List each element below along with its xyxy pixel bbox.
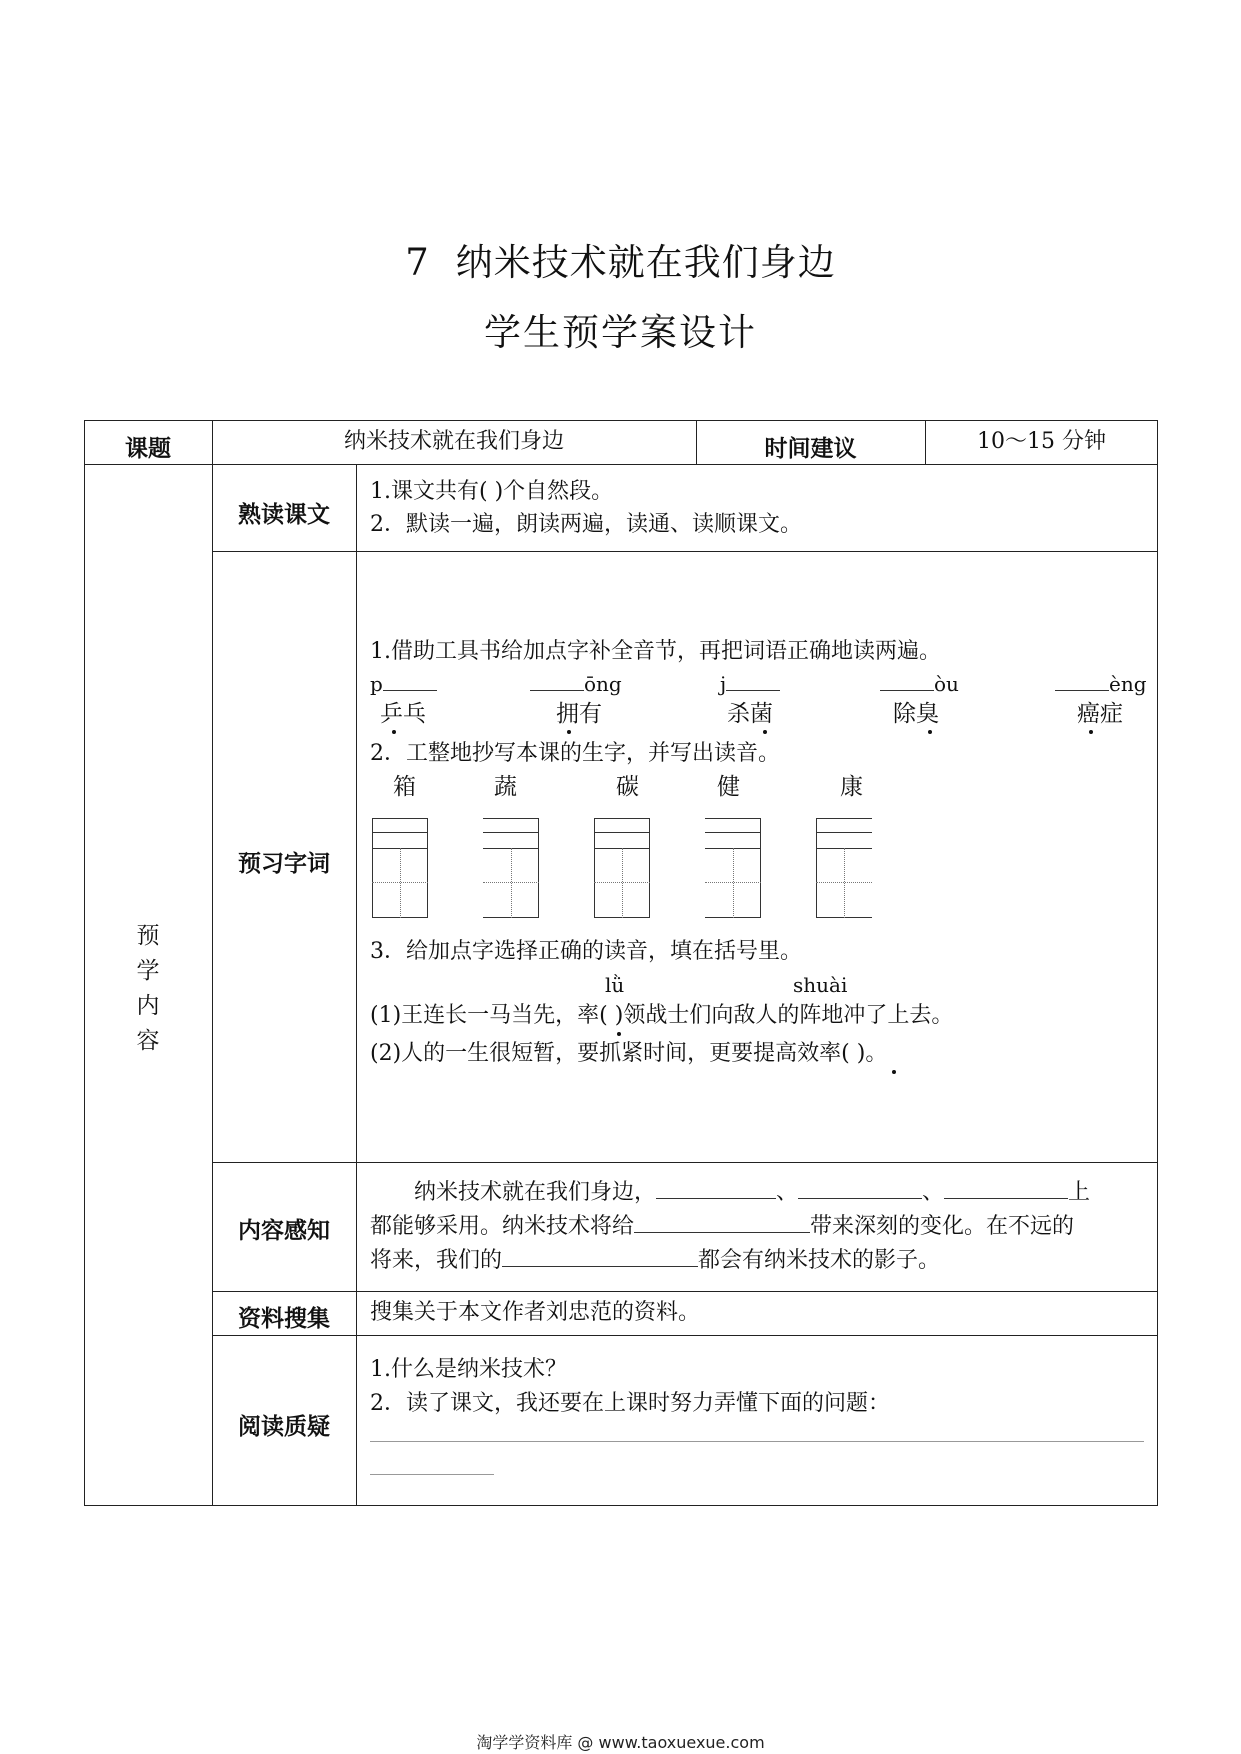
content-label: 内容感知 bbox=[238, 1218, 330, 1244]
pinyin-blank[interactable]: òu bbox=[880, 674, 959, 694]
answer-line[interactable] bbox=[370, 1441, 1144, 1442]
vocab-word: 癌症 bbox=[1077, 701, 1123, 727]
collect-label: 资料搜集 bbox=[238, 1306, 330, 1332]
question-label: 阅读质疑 bbox=[238, 1414, 330, 1440]
emphasis-dot bbox=[392, 730, 396, 734]
new-char: 蔬 bbox=[494, 774, 517, 800]
row-divider-4 bbox=[212, 1335, 1158, 1336]
lesson-title bbox=[0, 232, 1241, 286]
fill-blank[interactable] bbox=[944, 1180, 1068, 1199]
reading-option-1: lǜ bbox=[605, 973, 625, 997]
lesson-title-text: 纳米技术就在我们身边 bbox=[455, 241, 836, 284]
row-divider-1 bbox=[212, 551, 1158, 552]
column-divider-2 bbox=[356, 464, 357, 1506]
fill-blank[interactable] bbox=[798, 1180, 922, 1199]
vocab-word: 乒乓 bbox=[380, 701, 426, 727]
emphasis-dot bbox=[892, 1070, 896, 1074]
topic-label: 课题 bbox=[125, 436, 171, 462]
words-question-1: 1.借助工具书给加点字补全音节，再把词语正确地读两遍。 bbox=[370, 639, 941, 664]
column-divider-1 bbox=[212, 420, 213, 1506]
reading-sentence-1: (1)王连长一马当先，率( )领战士们向敌人的阵地冲了上去。 bbox=[370, 1003, 954, 1028]
new-char: 康 bbox=[840, 774, 863, 800]
writing-grid[interactable] bbox=[483, 818, 539, 918]
time-label: 时间建议 bbox=[764, 436, 857, 462]
emphasis-dot bbox=[763, 730, 767, 734]
vocab-word: 杀菌 bbox=[727, 701, 773, 727]
section-label-preview bbox=[84, 919, 212, 1059]
footer-watermark: 淘学学资料库 @ www.taoxuexue.com bbox=[476, 1733, 765, 1752]
content-line-3: 将来，我们的 都会有纳米技术的影子。 bbox=[370, 1248, 941, 1273]
question-line-1: 1.什么是纳米技术？ bbox=[370, 1357, 567, 1382]
new-char: 箱 bbox=[393, 774, 416, 800]
pinyin-blank[interactable]: ōng bbox=[530, 674, 622, 694]
vocab-word: 除臭 bbox=[893, 701, 939, 727]
time-value: 10～15 分钟 bbox=[977, 429, 1106, 454]
lesson-subtitle: 学生预学案设计 bbox=[484, 311, 757, 354]
words-question-3: 3．给加点字选择正确的读音，填在括号里。 bbox=[370, 939, 802, 964]
read-line-1: 1.课文共有( )个自然段。 bbox=[370, 479, 614, 504]
section-label-char: 容 bbox=[136, 1028, 160, 1054]
read-line-2: 2．默读一遍，朗读两遍，读通、读顺课文。 bbox=[370, 512, 802, 537]
question-line-2: 2．读了课文，我还要在上课时努力弄懂下面的问题： bbox=[370, 1391, 890, 1416]
emphasis-dot bbox=[617, 1032, 621, 1036]
fill-blank[interactable] bbox=[634, 1214, 810, 1233]
section-label-char: 预 bbox=[136, 923, 160, 949]
reading-sentence-2: (2)人的一生很短暂，要抓紧时间，更要提高效率( )。 bbox=[370, 1041, 888, 1066]
fill-blank[interactable] bbox=[502, 1248, 698, 1267]
fill-blank[interactable] bbox=[656, 1180, 776, 1199]
words-label: 预习字词 bbox=[238, 851, 330, 877]
emphasis-dot bbox=[1089, 730, 1093, 734]
writing-grid[interactable] bbox=[816, 818, 872, 918]
read-label: 熟读课文 bbox=[238, 502, 330, 528]
section-label-char: 学 bbox=[136, 958, 160, 984]
row-divider-2 bbox=[212, 1162, 1158, 1163]
emphasis-dot bbox=[928, 730, 932, 734]
new-char: 碳 bbox=[616, 774, 639, 800]
reading-option-2: shuài bbox=[793, 973, 848, 997]
header-divider bbox=[84, 464, 1158, 465]
new-char: 健 bbox=[717, 774, 740, 800]
pinyin-blank[interactable]: èng bbox=[1055, 674, 1147, 694]
collect-text: 搜集关于本文作者刘忠范的资料。 bbox=[370, 1300, 701, 1325]
pinyin-blank[interactable]: j bbox=[720, 674, 780, 694]
writing-grid[interactable] bbox=[372, 818, 428, 918]
topic-value: 纳米技术就在我们身边 bbox=[343, 429, 564, 454]
words-question-2: 2．工整地抄写本课的生字，并写出读音。 bbox=[370, 741, 780, 766]
writing-grid[interactable] bbox=[705, 818, 761, 918]
section-label-char: 内 bbox=[136, 993, 160, 1019]
row-divider-3 bbox=[212, 1291, 1158, 1292]
content-line-1: 纳米技术就在我们身边， 、 、 上 bbox=[414, 1180, 1091, 1205]
answer-line[interactable] bbox=[370, 1474, 494, 1475]
lesson-number: 7 bbox=[405, 241, 430, 284]
writing-grid[interactable] bbox=[594, 818, 650, 918]
pinyin-blank[interactable]: p bbox=[370, 674, 437, 694]
content-line-2: 都能够采用。纳米技术将给 带来深刻的变化。在不远的 bbox=[370, 1214, 1075, 1239]
vocab-word: 拥有 bbox=[556, 701, 602, 727]
emphasis-dot bbox=[567, 730, 571, 734]
